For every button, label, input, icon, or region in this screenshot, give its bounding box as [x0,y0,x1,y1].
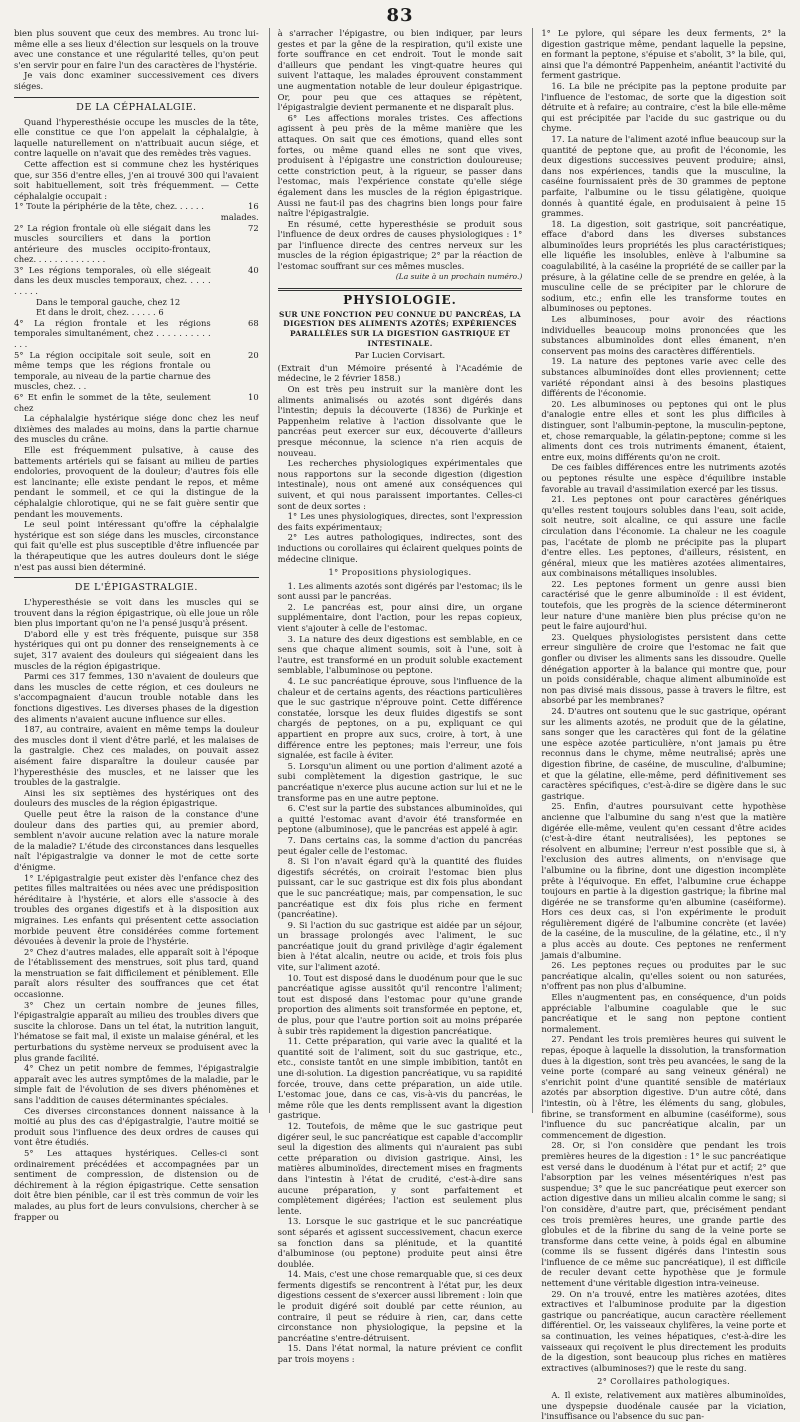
paragraph: 17. La nature de l'aliment azoté influe beaucoup sur la quantité de peptone que, au profit de l'économie, les deux digestions successives peuvent produire; ainsi, dans nos expériences, tandis que la musculine, la caséine fournissaient près de 30 grammes de peptone parfaite, l'albumine ou le tissu gélatigène, quoique donnés à quantité égale, en produisaient à peine 15 grammes. [541,133,787,219]
paragraph: On est très peu instruit sur la manière dont les aliments animalisés ou azotés sont digérés dans l'intestin; depuis la découverte (1836) de Purkinje et Pappenheim relative à l'action dissolvante que le pancréas peut exercer sur eux, découverte d'ailleurs presque méconnue, la science n'a rien acquis de nouveau. [277,384,523,458]
paragraph: 6° Les affections morales tristes. Ces affections agissent à peu près de la même manière que les attaques. On sait que ces émotions, quand elles sont fortes, ou même quand elles ne sont que vives, produisent à l'épigastre une constriction douloureuse; cette constriction peut, à la rigueur, se passer dans l'estomac, mais l'expérience constate qu'elle siége également dans les muscles de la région épigastrique. Aussi ne faut-il pas des chagrins bien longs pour faire naître l'épigastralgie. [277,112,523,219]
stats-list [14,201,259,413]
proposition: 14. Mais, c'est une chose remarquable que, si ces deux ferments digestifs se rencontrent à l'état pur, les deux digestions cessent de s'exercer aussi librement : loin que le produit digéré soit doublé par cette réunion, au contraire, il peut se réduire à rien, car, dans cette circonstance non physiologique, la pepsine et la pancréatine s'entre-détruisent. [277,1269,523,1343]
column-3 [532,28,787,1422]
paragraph: Ainsi les six septièmes des hystériques ont des douleurs des muscles de la région épigastrique. [14,787,259,809]
paragraph: L'hyperesthésie se voit dans les muscles qui se trouvent dans la région épigastrique, où elle joue un rôle bien plus important qu'on ne l'a pensé jusqu'à présent. [14,597,259,629]
proposition: 7. Dans certains cas, la somme d'action du pancréas peut égaler celle de l'estomac. [277,834,523,856]
proposition: 2. Le pancréas est, pour ainsi dire, un organe supplémentaire, dont l'action, pour les repas copieux, vient s'ajouter à celle de l'estomac. [277,601,523,634]
stat-row: 5° La région occipitale soit seule, soit en même temps que les régions frontale ou temporale, au niveau de la partie charnue des muscles, chez. . . 20 [14,349,259,392]
paragraph: 1° Les unes physiologiques, directes, sont l'expression des faits expérimentaux; [277,511,523,532]
extract-note: (Extrait d'un Mémoire présenté à l'Académie de médecine, le 2 février 1858.) [277,362,523,384]
column-2 [269,28,523,1365]
paragraph: De ces faibles différences entre les nutriments azotés ou peptones résulte une espèce d'équilibre instable favorable au travail d'assimilation exercé par les tissus. [541,462,787,494]
continued-note: (La suite à un prochain numéro.) [395,271,523,281]
column-1 [14,28,259,1222]
paragraph: 187, au contraire, avaient en même temps la douleur des muscles dont il vient d'être parlé, et les malaises de la gastralgie. Chez ces malades, on pouvait assez aisément faire disparaître la douleur causée par l'hyperesthésie des muscles, et ne laisser que les troubles de la gastralgie. [14,724,259,788]
paragraph: 2° Les autres pathologiques, indirectes, sont des inductions ou corollaires qui éclairent quelques points de médecine clinique. [277,532,523,564]
paragraph: 2° Chez d'autres malades, elle apparaît soit à l'époque de l'établissement des menstrues, soit plus tard, quand la menstruation se fait difficilement et péniblement. Elle paraît alors résulter des souffrances que cet état occasionne. [14,946,259,1000]
stat-row: 1° Toute la périphérie de la tête, chez. . . . . . 16 malades. [14,201,259,222]
divider [14,97,259,98]
subsection-heading: 2° Corollaires pathologiques. [597,1376,731,1387]
paragraph: Les albuminoses, pour avoir des réactions individuelles beaucoup moins prononcées que les substances albuminoïdes dont elles émanent, n'en conservent pas moins des caractères différentiels. [541,314,787,356]
paragraph: 20. Les albuminoses ou peptones qui ont le plus d'analogie entre elles et sont les plus difficiles à distinguer, sont l'albumin-peptone, la musculin-peptone, et, chose remarquable, la gélatin-peptone; comme si les aliments dont ces trois nutriments émanent, étaient, entre eux, moins différents qu'on ne croit. [541,398,787,462]
stat-row: 6° Et enfin le sommet de la tête, seulement chez 10 [14,392,259,413]
paragraph: 22. Les peptones forment un genre aussi bien caractérisé que le genre albuminoïde : il est évident, toutefois, que les progrès de la science détermineront leur nature d'une manière bien plus précise qu'on ne peut le faire aujourd'hui. [541,578,787,632]
stat-row: 2° La région frontale où elle siégait dans les muscles sourciliers et dans la portion antérieure des muscles occipito-frontaux, chez. . . . . . . . . . . . . . 72 [14,222,259,265]
paragraph: Elles n'augmentent pas, en conséquence, d'un poids appréciable l'albumine coagulable que le suc pancréatique et le sang non peptone contient normalement. [541,992,787,1034]
paragraph: 1° L'épigastralgie peut exister dès l'enfance chez des petites filles maltraitées ou nées avec une prédisposition héréditaire à l'hystérie, et alors elle s'associe à des troubles des organes digestifs et à la disposition aux migraines. Les enfants qui présentent cette association morbide peuvent être considérées comme fortement dévouées à devenir la proie de l'hystérie. [14,872,259,947]
paragraph: La céphalalgie hystérique siége donc chez les neuf dixièmes des malades au moins, dans la partie charnue des muscles du crâne. [14,413,259,445]
paragraph: bien plus souvent que ceux des membres. Au tronc lui-même elle a ses lieux d'élection sur lesquels on la trouve avec une constance et une régularité telles, qu'on peut s'en servir pour en faire l'un des caractères de l'hystérie. [14,28,259,70]
paragraph: 24. D'autres ont soutenu que le suc gastrique, opérant sur les aliments azotés, ne produit que de la gélatine, sans songer que les caractères qui font de la gélatine une espèce azotée particulière, n'ont jamais pu être reconnus dans le chyme, même neutralisé; après une digestion fibrine, de caséine, de musculine, d'albumine; et que la gélatine, elle-même, perd définitivement ses caractères spécifiques, c'est-à-dire se digère dans le suc gastrique. [541,706,787,801]
paragraph: 16. La bile ne précipite pas la peptone produite par l'influence de l'estomac, de sorte que la digestion soit détruite et à refaire; au contraire, c'est la bile elle-même qui est précipitée par l'acide du suc gastrique ou du chyme. [541,80,787,134]
paragraph: 5° Les attaques hystériques. Celles-ci sont ordinairement précédées et accompagnées par un sentiment de compression, de distension ou de déchirement à la région épigastrique. Cette sensation doit être bien pénible, car il est très commun de voir les malades, au plus fort de leurs convulsions, chercher à se frapper ou [14,1147,259,1222]
stat-row: 3° Les régions temporales, où elle siégeait dans les deux muscles temporaux, chez. . . . . . . . . . 40 [14,264,259,297]
paragraph: Les recherches physiologiques expérimentales que nous rapportons sur la seconde digestion (digestion intestinale), nous ont amené aux conséquences qui suivent, et qui nous paraissent importantes. Celles-ci sont de deux sortes : [277,458,523,511]
proposition: 5. Lorsqu'un aliment ou une portion d'aliment azoté a subi complètement la digestion gastrique, le suc pancréatique n'exerce plus aucune action sur lui et ne le transforme pas en une autre peptone. [277,760,523,803]
proposition: 4. Le suc pancréatique éprouve, sous l'influence de la chaleur et de certains agents, des réactions particulières que le suc gastrique n'éprouve point. Cette différence constatée, lorsque les deux fluides digestifs se sont chargés de peptones, on a pu, expliquant ce qui appartient en propre aux sucs, croire, à tort, à une différence entre les peptones; mais l'erreur, une fois signalée, est facile à éviter. [277,676,523,761]
paragraph: 26. Les peptones reçues ou produites par le suc pancréatique alcalin, qu'elles soient ou non saturées, n'offrent pas non plus d'albumine. [541,960,787,992]
proposition: 1. Les aliments azotés sont digérés par l'estomac; ils le sont aussi par le pancréas. [277,580,523,602]
stat-subrow: Dans le temporal gauche, chez 12 [36,296,181,307]
divider [14,577,259,578]
section-heading: DE LA CÉPHALALGIE. [76,101,197,113]
paragraph: 18. La digestion, soit gastrique, soit pancréatique, efface d'abord dans les diverses substances albuminoïdes leurs propriétés les plus caractéristiques; elle liquéfie les insolubles, enlève à l'albumine sa coagulabilité, à la caséine la propriété de se cailler par la présure, à la gélatine celle de se prendre en gelée, à la musculine celle de se précipiter par le chlorure de sodium, etc.; enfin elle les transforme toutes en albuminoses ou peptones. [541,218,787,314]
article-author: Par Lucien Corvisart. [354,350,446,361]
columns [14,28,787,1422]
stat-row: 4° La région frontale et les régions temporales simultanément, chez . . . . . . . . . . . . . 68 [14,317,259,350]
paragraph: Elle est fréquemment pulsative, à cause des battements artériels qui se faisant au milieu de parties endolories, provoquent de la douleur; d'autres fois elle est lancinante; elle existe pendant le repos, et même pendant le sommeil, et ce qui la distingue de la céphalalgie chlorotique, qui ne se fait guère sentir que pendant les mouvements. [14,444,259,519]
paragraph: à s'arracher l'épigastre, ou bien indiquer, par leurs gestes et par la gêne de la respiration, qu'il existe une forte souffrance en cet endroit. Tout le monde sait d'ailleurs que pendant les vingt-quatre heures qui suivent l'attaque, les malades éprouvent constamment une augmentation notable de leur douleur épigastrique. Or, pour peu que ces attaques se répètent, l'épigastralgie devient permanente et ne disparaît plus. [277,28,523,113]
paragraph: Le seul point intéressant qu'offre la céphalalgie hystérique est son siége dans les muscles, circonstance qui fait qu'elle est plus susceptible d'être influencée par la thérapeutique que les autres douleurs dont le siége n'est pas aussi bien déterminé. [14,519,259,572]
paragraph: A. Il existe, relativement aux matières albuminoïdes, une dyspepsie duodénale causée par la viciation, l'insuffisance ou l'absence du suc pan- [541,1390,787,1422]
paragraph: 1° Le pylore, qui sépare les deux ferments, 2° la digestion gastrique même, pendant laquelle la pepsine, en formant la peptone, s'épuise et s'abolit, 3° la bile, qui, ainsi que l'a démontré Pappenheim, anéantit l'activité du ferment gastrique. [541,28,787,81]
section-heading: DE L'ÉPIGASTRALGIE. [74,582,198,594]
paragraph: Quelle peut être la raison de la constance d'une douleur dans des parties qui, au premier abord, semblent n'avoir aucune relation avec la nature morale de la maladie? L'étude des circonstances dans lesquelles naît l'épigastralgie va donner le mot de cette sorte d'énigme. [14,808,259,872]
page-number: 83 [386,5,414,26]
paragraph: 21. Les peptones ont pour caractères génériques qu'elles restent toujours solubles dans l'eau, soit acide, soit neutre, soit alcaline, ce qui assure une facile circulation dans l'économie. La chaleur ne les coagule pas, l'acétate de plomb ne précipite pas la plupart d'entre elles. Les peptones, d'ailleurs, résistent, en général, mieux que les matières azotées alimentaires, aux combinaisons métalliques insolubles. [541,494,787,579]
stat-subrow: Et dans le droit, chez. . . . . . 6 [36,307,164,318]
proposition: 10. Tout est disposé dans le duodénum pour que le suc pancréatique agisse aussitôt qu'il rencontre l'aliment; tout est disposé dans l'estomac pour qu'une grande proportion des aliments soit transformée en peptone, et, de plus, pour que l'autre portion soit au moins préparée à subir très rapidement la digestion pancréatique. [277,972,523,1036]
paragraph: Ces diverses circonstances donnent naissance à la moitié au plus des cas d'épigastralgie, l'autre moitié se produit sous l'influence des deux ordres de causes qui vont être étudiés. [14,1105,259,1148]
paragraph: D'abord elle y est très fréquente, puisque sur 358 hystériques qui ont pu donner des renseignements à ce sujet, 317 avaient des douleurs qui siégeaient dans les muscles de la région épigastrique. [14,628,259,671]
paragraph: 4° Chez un petit nombre de femmes, l'épigastralgie apparaît avec les autres symptômes de la maladie, par le simple fait de l'évolution de ses divers phénomènes et sans l'addition de causes déterminantes spéciales. [14,1063,259,1105]
proposition: 12. Toutefois, de même que le suc gastrique peut digérer seul, le suc pancréatique est capable d'accomplir seul la digestion des aliments qui n'auraient pas subi cette préparation ou division gastrique. Ainsi, les matières albuminoïdes, directement mises en fragments dans l'intestin à l'état de crudité, c'est-à-dire sans aucune préparation, y sont parfaitement et complètement digérées; l'action est seulement plus lente. [277,1120,523,1216]
proposition: 6. C'est sur la partie des substances albuminoïdes, qui a quitté l'estomac avant d'avoir été transformée en peptone (albuminose), que le pancréas est appelé à agir. [277,803,523,835]
subsection-heading: 1° Propositions physiologiques. [328,567,472,578]
paragraph: 3° Chez un certain nombre de jeunes filles, l'épigastralgie apparaît au milieu des troubles divers que suscite la chlorose. Dans un tel état, la nutrition languit, l'hématose se fait mal, il existe un malaise général, et les perturbations du système nerveux se produisent avec la plus grande facilité. [14,999,259,1063]
proposition: 11. Cette préparation, qui varie avec la qualité et la quantité soit de l'aliment, soit du suc gastrique, etc., etc., consiste tantôt en une simple imbibition, tantôt en une di-solution. La digestion pancréatique, vu sa rapidité forcée, trouve, dans cette préparation, un aide utile. L'estomac joue, dans ce cas, vis-à-vis du pancréas, le même rôle que les dents remplissent avant la digestion gastrique. [277,1036,523,1121]
proposition: 9. Si l'action du suc gastrique est aidée par un séjour, un brassage prolongés avec l'aliment, le suc pancréatique jouit du grand privilège d'agir également bien à l'état alcalin, neutre ou acide, et trois fois plus vite, sur l'aliment azoté. [277,919,523,973]
paragraph: 25. Enfin, d'autres poursuivant cette hypothèse ancienne que l'albumine du sang n'est que la matière digérée elle-même, veulent qu'en cessant d'être acides (c'est-à-dire étant neutralisées), les peptones se résolvent en albumine; l'erreur n'est possible que si, à l'exclusion des autres aliments, on n'envisage que l'albumine ou la fibrine, dont une digestion incomplète prête à l'équivoque. En effet, l'albumine crue échappe toujours en partie à la digestion gastrique; la fibrine mal digérée ne se transforme qu'en albumine (caséiforme). Hors ces deux cas, si l'on expérimente le produit régulièrement digéré de l'albumine concrète (et lavée) de la caséine, de la musculine, de la gélatine, etc., il n'y a plus accès au doute. Ces peptones ne renferment jamais d'albumine. [541,801,787,960]
paragraph: 19. La nature des peptones varie avec celle des substances albuminoïdes dont elles proviennent; cette variété répondant ainsi à des besoins plastiques différents de l'économie. [541,356,787,399]
paragraph: 27. Pendant les trois premières heures qui suivent le repas, époque à laquelle la dissolution, la transformation dues à la digestion, sont très peu avancées, le sang de la veine porte (comparé au sang veineux général) ne s'enrichit point d'une quantité sensible de matériaux azotés par absorption digestive. D'un autre côté, dans l'intestin, où à l'être, les éléments du sang, globules, fibrine, se transforment en albumine (caséiforme), sous l'influence du suc pancréatique alcalin, par un commencement de digestion. [541,1034,787,1140]
paragraph: 29. On n'a trouvé, entre les matières azotées, dites extractives et l'albuminose produite par la digestion gastrique ou pancréatique, aucun caractère réellement différentiel. Or, les vaisseaux chylifères, la veine porte et sa continuation, les veines hépatiques, c'est-à-dire les vaisseaux qui reçoivent le plus directement les produits de la digestion, sont beaucoup plus riches en matières extractives (albuminoses?) que le reste du sang. [541,1288,787,1373]
paragraph: Cette affection est si commune chez les hystériques que, sur 356 d'entre elles, j'en ai trouvé 300 qui l'avaient soit habituellement, soit très fréquemment. — Cette céphalalgie occupait : [14,158,259,201]
paragraph: 23. Quelques physiologistes persistent dans cette erreur singulière de croire que l'estomac ne fait que gonfler ou diviser les aliments sans les dissoudre. Quelle dénégation apporter à la balance qui montre que, pour un poids considérable, chaque aliment albuminoïde est non pas divisé mais dissous, passe à travers le filtre, est absorbé par les membranes? [541,631,787,706]
paragraph: Quand l'hyperesthésie occupe les muscles de la tête, elle constitue ce que l'on appelait la céphalalgie, à laquelle naturellement on n'attribuait aucun siége, et contre laquelle on n'avait que des remèdes très vagues. [14,116,259,159]
divider [278,288,523,291]
proposition: 15. Dans l'état normal, la nature prévient ce conflit par trois moyens : [277,1343,523,1365]
paragraph: Parmi ces 317 femmes, 130 n'avaient de douleurs que dans les muscles de cette région, et ces douleurs ne s'accompagnaient d'aucun trouble notable dans les fonctions digestives. Les diverses phases de la digestion des aliments n'avaient aucune influence sur elles. [14,671,259,724]
proposition: 13. Lorsque le suc gastrique et le suc pancréatique sont séparés et agissent successivement, chacun exerce sa fonction dans sa plénitude, et la quantité d'albuminose (ou peptone) produite peut ainsi être doublée. [277,1216,523,1269]
proposition: 3. La nature des deux digestions est semblable, en ce sens que chaque aliment soumis, soit à l'une, soit à l'autre, est transformé en un produit soluble exactement semblable, l'albuminose ou peptone. [277,633,523,676]
paragraph: Je vais donc examiner successivement ces divers siéges. [14,70,259,91]
paragraph: 28. Or, si l'on considère que pendant les trois premières heures de la digestion : 1° le suc pancréatique est versé dans le duodénum à l'état pur et actif; 2° que l'absorption par les veines mésentériques n'est pas suspendue; 3° que le suc pancréatique peut exercer son action digestive dans un milieu alcalin comme le sang; si l'on considère, d'autre part, que, précisément pendant ces trois premières heures, une grande partie des globules et de la fibrine du sang de la veine porte se transforme dans cette veine, à poids égal en albumine (comme ils se fussent digérés dans l'intestin sous l'influence de ce même suc pancréatique), il est difficile de reculer devant cette hypothèse que je formule nettement d'une véritable digestion intra-veineuse. [541,1140,787,1289]
paragraph: En résumé, cette hyperesthésie se produit sous l'influence de deux ordres de causes physiologiques : 1° par l'influence directe des centres nerveux sur les muscles de la région épigastrique; 2° par la réaction de l'estomac souffrant sur ces mêmes muscles. [277,218,523,272]
section-heading: PHYSIOLOGIE. [343,293,457,308]
article-title: SUR UNE FONCTION PEU CONNUE DU PANCRÉAS, LA DIGESTION DES ALIMENTS AZOTÉS; EXPÉRIENCES PARALLÈLES SUR LA DIGESTION GASTRIQUE ET INTESTINALE. [278,309,522,348]
proposition: 8. Si l'on n'avait égard qu'à la quantité des fluides digestifs sécrétés, on croirait l'estomac bien plus puissant, car le suc gastrique est dix fois plus abondant que le suc pancréatique; mais, par compensation, le suc pancréatique est dix fois plus riche en ferment (pancréatine). [277,856,523,920]
